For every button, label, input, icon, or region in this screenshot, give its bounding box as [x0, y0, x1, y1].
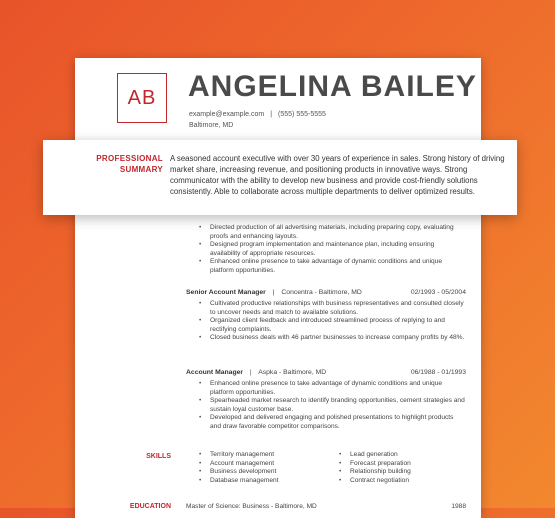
- skill-item: • Account management: [186, 460, 326, 469]
- skills-column-1: [186, 451, 326, 485]
- job-2: [186, 288, 466, 343]
- contact-info: [189, 109, 326, 131]
- contact-location: Baltimore, MD: [189, 122, 234, 129]
- contact-separator: |: [270, 111, 273, 118]
- contact-phone: (555) 555-5555: [278, 111, 326, 118]
- education-entry: [186, 503, 466, 510]
- job-1-bullet: • Enhanced online presence to take advantage of dynamic conditions and unique platform opportunities.: [186, 258, 466, 275]
- job-3-dates: 06/1988 - 01/1993: [410, 369, 466, 376]
- job-1-bullet: • Designed program implementation and maintenance plan, including ensuring availability of appropriate resources.: [186, 241, 466, 258]
- job-3-bullet: • Spearheaded market research to identify branding opportunities, cement strategies and sustain loyal customer base.: [186, 397, 466, 414]
- skill-item: • Database management: [186, 477, 326, 486]
- skills-heading: SKILLS: [146, 453, 171, 460]
- job-3-separator: |: [249, 369, 252, 376]
- education-heading: EDUCATION: [129, 503, 171, 510]
- job-3-header: [186, 368, 466, 378]
- contact-email: example@example.com: [189, 111, 265, 118]
- education-degree: Master of Science: Business - Baltimore, MD: [186, 503, 317, 510]
- job-2-bullets: [186, 300, 466, 343]
- job-1-bullet: • Directed production of all advertising materials, including preparing copy, evaluating proofs and enhancing layouts.: [186, 224, 466, 241]
- job-2-title: Senior Account Manager: [186, 289, 266, 296]
- job-3-company: Aspka - Baltimore, MD: [258, 369, 327, 376]
- skill-item: • Business development: [186, 468, 326, 477]
- summary-heading-line-2: SUMMARY: [119, 165, 163, 174]
- job-2-separator: |: [272, 289, 275, 296]
- summary-text: A seasoned account executive with over 30 years of experience in sales. Strong history of driving market share, increasing revenue, and positioning products in innovative ways. Strong communicator with the ability to develop new business and provide cost-friendly solutions consistently. Able to collaborate across multiple departments to deliver optimized results.: [170, 154, 505, 196]
- job-3-bullets: [186, 380, 466, 432]
- job-2-header: [186, 288, 466, 298]
- job-3-bullet: • Developed and delivered engaging and polished presentations to highlight products and draw favorable competitor comparisons.: [186, 414, 466, 431]
- job-3-bullet: • Enhanced online presence to take advantage of dynamic conditions and unique platform opportunities.: [186, 380, 466, 397]
- skills-list: [186, 451, 476, 485]
- job-2-dates: 02/1993 - 05/2004: [410, 289, 466, 296]
- job-1-bullets: [186, 224, 466, 276]
- skill-item: • Forecast preparation: [326, 460, 466, 469]
- education-date: 1988: [451, 503, 466, 510]
- job-1: [186, 224, 466, 276]
- skill-item: • Territory management: [186, 451, 326, 460]
- monogram-logo: AB: [117, 73, 167, 123]
- job-2-company: Concentra - Baltimore, MD: [281, 289, 362, 296]
- skill-item: • Relationship building: [326, 468, 466, 477]
- candidate-name: ANGELINA BAILEY: [188, 70, 477, 103]
- skill-item: • Contract negotiation: [326, 477, 466, 486]
- professional-summary-section: [43, 140, 517, 215]
- summary-heading: [83, 153, 163, 175]
- job-2-bullet: • Cultivated productive relationships with business representatives and consulted closely to uncover needs and match to available solutions.: [186, 300, 466, 317]
- job-3-title: Account Manager: [186, 369, 244, 376]
- job-2-bullet: • Closed business deals with 46 partner businesses to increase company profits by 48%.: [186, 334, 466, 343]
- skill-item: • Lead generation: [326, 451, 466, 460]
- skills-column-2: [326, 451, 466, 485]
- resume-page: [75, 58, 481, 518]
- job-2-bullet: • Organized client feedback and introduced streamlined process of replying to and rectifying complaints.: [186, 317, 466, 334]
- job-3: [186, 368, 466, 432]
- summary-heading-line-1: PROFESSIONAL: [96, 154, 163, 163]
